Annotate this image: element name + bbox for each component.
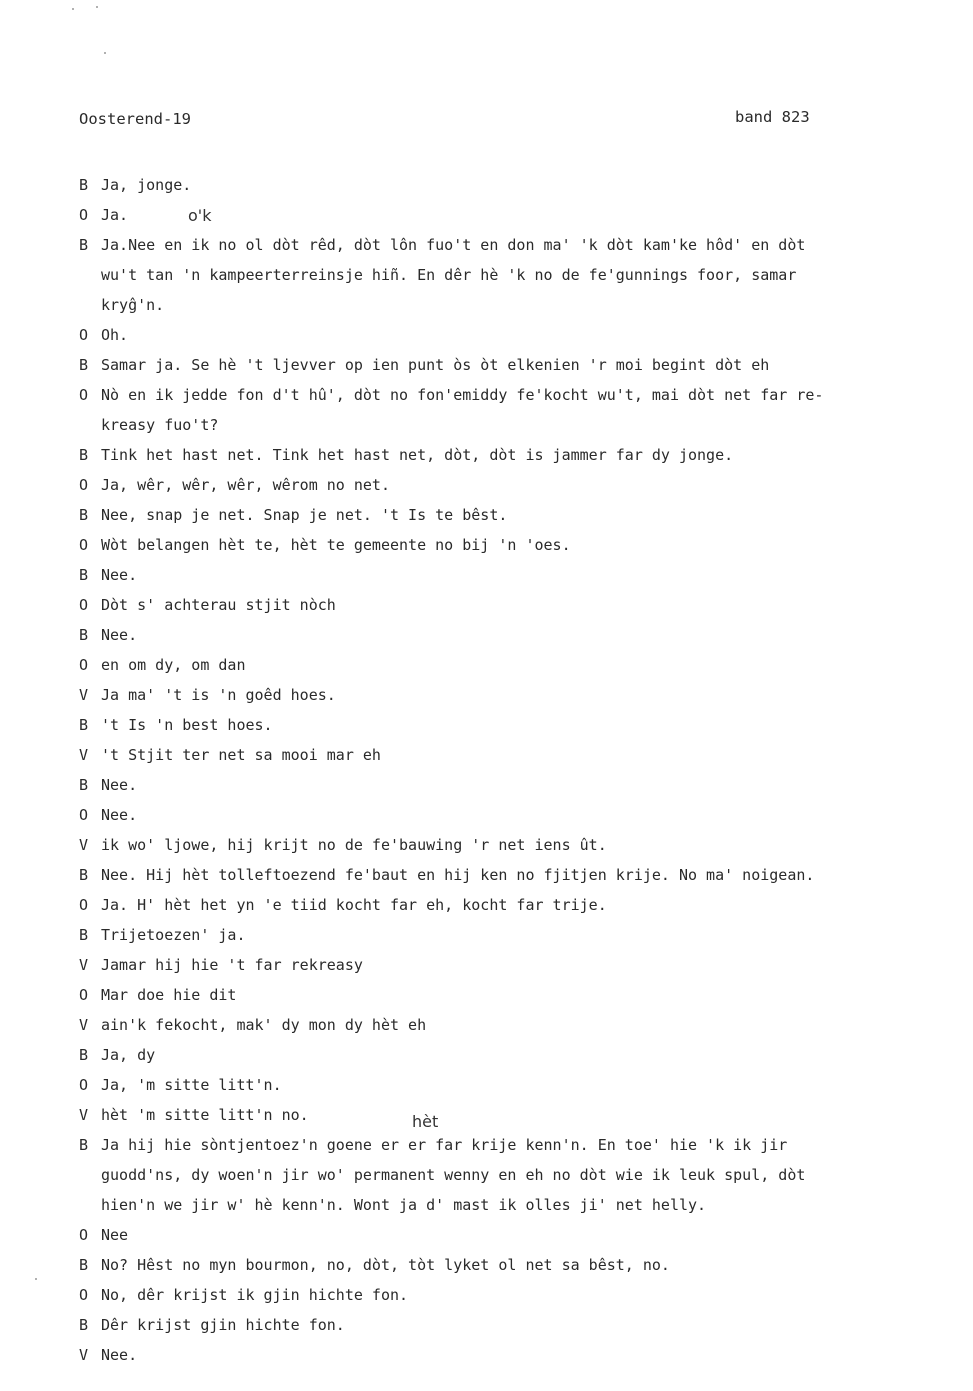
utterance-text: Tink het hast net. Tink het hast net, dòt, dòt is jammer far dy jonge. xyxy=(101,446,734,464)
page-header-location: Oosterend-19 xyxy=(79,110,191,128)
transcript-line xyxy=(79,560,919,590)
utterance-text: Samar ja. Se hè 't ljevver op ien punt òs òt elkenien 'r moi begint dòt eh xyxy=(101,356,770,374)
transcript-line xyxy=(79,1070,919,1100)
utterance-text: wu't tan 'n kampeerterreinsje hiñ. En dêr hè 'k no de fe'gunnings foor, samar xyxy=(101,266,797,284)
utterance-text: Nee, snap je net. Snap je net. 't Is te bêst. xyxy=(101,506,508,524)
page-header-tape-number: band 823 xyxy=(735,108,810,126)
transcript-line xyxy=(79,350,919,380)
speaker-label: O xyxy=(79,896,89,914)
speaker-label: O xyxy=(79,326,89,344)
utterance-text: Ja, 'm sitte litt'n. xyxy=(101,1076,282,1094)
transcript-line xyxy=(79,1280,919,1310)
utterance-text: hèt 'm sitte litt'n no. xyxy=(101,1106,309,1124)
speaker-label: O xyxy=(79,806,89,824)
speaker-label: B xyxy=(79,176,89,194)
utterance-text: Dòt s' achterau stjit nòch xyxy=(101,596,336,614)
utterance-text: guodd'ns, dy woen'n jir wo' permanent wenny en eh no dòt wie ik leuk spul, dòt xyxy=(101,1166,806,1184)
handwritten-annotation: o'k xyxy=(188,206,212,225)
transcript-line xyxy=(79,1250,919,1280)
transcript-line xyxy=(79,470,919,500)
speaker-label: O xyxy=(79,536,89,554)
transcript-line xyxy=(79,860,919,890)
utterance-text: Nee. xyxy=(101,1346,138,1364)
utterance-text: No? Hêst no myn bourmon, no, dòt, tòt lyket ol net sa bêst, no. xyxy=(101,1256,670,1274)
transcript-line xyxy=(79,1100,919,1130)
speaker-label: O xyxy=(79,1076,89,1094)
utterance-text: Oh. xyxy=(101,326,129,344)
speaker-label: B xyxy=(79,716,89,734)
speaker-label: V xyxy=(79,686,89,704)
speaker-label: B xyxy=(79,446,89,464)
transcript-line xyxy=(79,530,919,560)
utterance-text: ik wo' ljowe, hij krijt no de fe'bauwing 'r net iens ût. xyxy=(101,836,607,854)
transcript-line xyxy=(79,890,919,920)
utterance-text: 't Stjit ter net sa mooi mar eh xyxy=(101,746,381,764)
transcript-line xyxy=(79,800,919,830)
transcript-line xyxy=(79,230,919,260)
utterance-text: Jamar hij hie 't far rekreasy xyxy=(101,956,363,974)
utterance-text: 't Is 'n best hoes. xyxy=(101,716,273,734)
transcript-line xyxy=(79,770,919,800)
speaker-label: O xyxy=(79,986,89,1004)
utterance-text: Nee. Hij hèt tolleftoezend fe'baut en hij ken no fjitjen krije. No ma' noigean. xyxy=(101,866,815,884)
transcript-line xyxy=(79,620,919,650)
transcript-line xyxy=(79,680,919,710)
transcript-line xyxy=(79,920,919,950)
speaker-label: O xyxy=(79,596,89,614)
transcript-line xyxy=(79,260,919,290)
speaker-label: O xyxy=(79,656,89,674)
speaker-label: V xyxy=(79,836,89,854)
utterance-text: Ja, jonge. xyxy=(101,176,192,194)
transcript-line xyxy=(79,1340,919,1370)
speaker-label: O xyxy=(79,206,89,224)
transcript-line xyxy=(79,380,919,410)
speaker-label: O xyxy=(79,386,89,404)
utterance-text: Ja ma' 't is 'n goêd hoes. xyxy=(101,686,336,704)
speaker-label: B xyxy=(79,776,89,794)
transcript-line xyxy=(79,980,919,1010)
transcript-body xyxy=(79,170,919,1370)
utterance-text: Nee. xyxy=(101,566,138,584)
speaker-label: B xyxy=(79,1136,89,1154)
transcript-line xyxy=(79,500,919,530)
transcript-line xyxy=(79,1160,919,1190)
transcript-line xyxy=(79,410,919,440)
scan-speck xyxy=(72,8,74,10)
transcript-line xyxy=(79,290,919,320)
transcript-line xyxy=(79,1040,919,1070)
transcript-line xyxy=(79,590,919,620)
transcript-line xyxy=(79,1190,919,1220)
transcript-line xyxy=(79,1310,919,1340)
transcript-line xyxy=(79,440,919,470)
utterance-text: Ja. H' hèt het yn 'e tiid kocht far eh, kocht far trije. xyxy=(101,896,607,914)
scan-speck xyxy=(96,6,98,8)
scan-speck xyxy=(104,52,106,54)
utterance-text: Nee. xyxy=(101,626,138,644)
transcript-line xyxy=(79,710,919,740)
speaker-label: B xyxy=(79,1256,89,1274)
speaker-label: V xyxy=(79,746,89,764)
utterance-text: Nee xyxy=(101,1226,129,1244)
utterance-text: Trijetoezen' ja. xyxy=(101,926,246,944)
scan-speck xyxy=(35,1278,37,1280)
speaker-label: B xyxy=(79,1316,89,1334)
utterance-text: hien'n we jir w' hè kenn'n. Wont ja d' mast ik olles ji' net helly. xyxy=(101,1196,707,1214)
utterance-text: kryĝ'n. xyxy=(101,296,165,314)
speaker-label: O xyxy=(79,476,89,494)
transcript-line xyxy=(79,830,919,860)
utterance-text: Wòt belangen hèt te, hèt te gemeente no bij 'n 'oes. xyxy=(101,536,571,554)
utterance-text: Nee. xyxy=(101,776,138,794)
utterance-text: Nò en ik jedde fon d't hû', dòt no fon'emiddy fe'kocht wu't, mai dòt net far re- xyxy=(101,386,824,404)
utterance-text: Mar doe hie dit xyxy=(101,986,237,1004)
speaker-label: V xyxy=(79,956,89,974)
speaker-label: B xyxy=(79,926,89,944)
speaker-label: V xyxy=(79,1106,89,1124)
utterance-text: Ja, wêr, wêr, wêr, wêrom no net. xyxy=(101,476,390,494)
speaker-label: B xyxy=(79,236,89,254)
utterance-text: Dêr krijst gjin hichte fon. xyxy=(101,1316,345,1334)
utterance-text: Ja hij hie sòntjentoez'n goene er er far krije kenn'n. En toe' hie 'k ik jir xyxy=(101,1136,788,1154)
transcript-line xyxy=(79,1130,919,1160)
utterance-text: Ja, dy xyxy=(101,1046,156,1064)
transcript-line xyxy=(79,200,919,230)
transcript-line xyxy=(79,170,919,200)
speaker-label: B xyxy=(79,866,89,884)
speaker-label: V xyxy=(79,1016,89,1034)
utterance-text: Ja.Nee en ik no ol dòt rêd, dòt lôn fuo't en don ma' 'k dòt kam'ke hôd' en dòt xyxy=(101,236,806,254)
transcript-line xyxy=(79,650,919,680)
speaker-label: B xyxy=(79,626,89,644)
speaker-label: B xyxy=(79,1046,89,1064)
utterance-text: No, dêr krijst ik gjin hichte fon. xyxy=(101,1286,409,1304)
speaker-label: V xyxy=(79,1346,89,1364)
speaker-label: O xyxy=(79,1226,89,1244)
handwritten-annotation: hèt xyxy=(412,1112,439,1131)
speaker-label: O xyxy=(79,1286,89,1304)
transcript-line xyxy=(79,320,919,350)
utterance-text: Nee. xyxy=(101,806,138,824)
speaker-label: B xyxy=(79,506,89,524)
utterance-text: en om dy, om dan xyxy=(101,656,246,674)
transcript-line xyxy=(79,1220,919,1250)
transcript-line xyxy=(79,950,919,980)
speaker-label: B xyxy=(79,566,89,584)
utterance-text: ain'k fekocht, mak' dy mon dy hèt eh xyxy=(101,1016,427,1034)
utterance-text: Ja. xyxy=(101,206,129,224)
transcript-line xyxy=(79,1010,919,1040)
utterance-text: kreasy fuo't? xyxy=(101,416,219,434)
speaker-label: B xyxy=(79,356,89,374)
transcript-line xyxy=(79,740,919,770)
